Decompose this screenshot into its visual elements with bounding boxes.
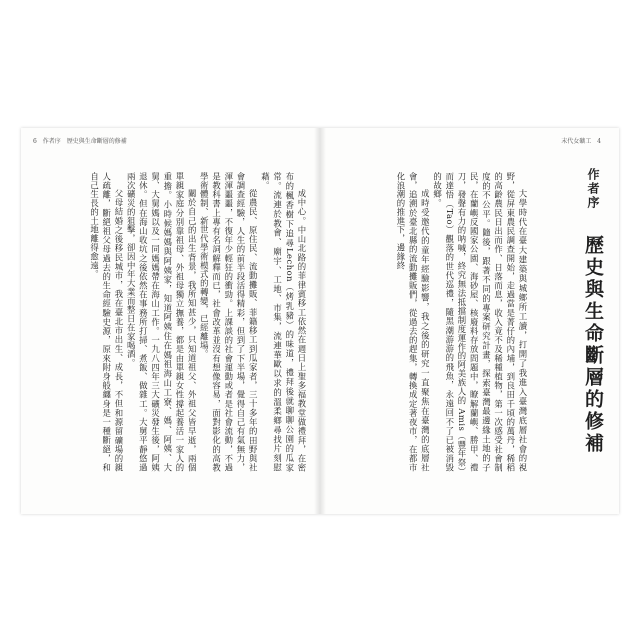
left-body-text [38, 172, 308, 472]
right-book-title: 末代女礦工 [561, 138, 592, 145]
book-spread [21, 128, 619, 514]
preface-label: 作者序 [586, 168, 600, 210]
left-running-title: 歷史與生命斷層的修補 [66, 138, 127, 145]
preface-title: 歷史與生命斷層的修補 [582, 235, 604, 456]
right-paragraph-2: 成時受邀代的童年經驗影響，我之後的研究一直聚焦在臺灣的底層社會，追溯於臺北縣的流動攤販們，從過去的趕集，轉換成定著夜市，在都市化浪潮的推進下，邊緣終 [395, 172, 431, 472]
left-page [21, 128, 320, 514]
left-running-head [33, 136, 131, 145]
left-author-label: 作者序 [42, 138, 61, 145]
left-paragraph-1: 成中心。中山北路的菲律賓移工依然在週日上聖多福教堂做禮拜，在密布的楓香樹下追尋Lechon（烤乳豬）的味道，禮拜後就聊聊公園的瓜家常。流連於教會、廟宇、工地、市集，流連華歐以求的溫柔鄉尋找片刻慰藉。 [260, 172, 307, 472]
right-body-text [339, 172, 529, 472]
right-page [320, 128, 619, 514]
left-page-number: 6 [33, 138, 37, 145]
left-paragraph-2: 從農民、原住民、流動攤販、菲籍移工到瓜家者，三十多年的田野與社會調查經驗，人生的前半段活得精彩，但到了下半場，覺得自己有氣無力，渾渾噩噩，不復年少輕狂的衝勁。上課談的社會運動或者是社會流動，不過是教科書上專有名詞解釋而已，社會改革並沒有想像容易，面對影化的高教學術體制、新世代學術模式的轉變，已經離場。 [199, 172, 259, 472]
right-running-head [561, 136, 605, 145]
left-paragraph-4: 父母結婚之後移民城市，我在臺北市出生、成長，不但和源留礦場的親人疏離，斷絕祖父母過去的生命經驗史源，原來附身般纏身是一種斷絕，和自己生長的土地離得愈遠。 [89, 172, 124, 472]
preface-title-block [580, 168, 607, 455]
left-paragraph-3: 關於自己的出生背景，我所知甚少，只知道祖父、外祖父皆早逝，兩個單親家庭分別靠祖母、外祖母獨立撫養，都是由單親女性撐起養活一家人的重擔。小時候媽媽與阿姨家，知道阿姨住在媽祖海山工寮、媽、阿姨、大舅、大舅媽以及一同媽媽帶在海山工作。一九八四年三大礦災發生後，阿姨退休。但在海山收坑之後依然在事務所打掃、煮飯、做雜工。大舅平靜悠過兩次礦災的狙擊，卻因中年大業而整日在家喝酒。 [126, 172, 198, 472]
right-paragraph-1: 大學時代在臺大建築與城鄉所工讀，打開了我進入臺灣底層社會的視野，從屏東農民調查開始，走過當是菁仔的內埔，到良田千頃的萬丹，稀稻的高齡農民日出而作、日落而息，收入竟不及稀種植物，第一次感受社會制度的不公平。隨後，跟著不同的專案研究計畫，探索臺灣最邊緣土地的子民，在蘭嶼反國家公園、海砂屋、核廢料存放問題中，瞭解蘭嶼、勝甲、禮刀，發聲有力的呐喊，終究無法抵擋制度運作的阿美族人的 Amis（豐年祭）而達悟（Tao）觀落的世代巡禮，隨黑潮游游的飛魚，永遠回不了已被消毀的故鄉。 [432, 172, 528, 472]
right-page-number: 4 [597, 138, 601, 145]
